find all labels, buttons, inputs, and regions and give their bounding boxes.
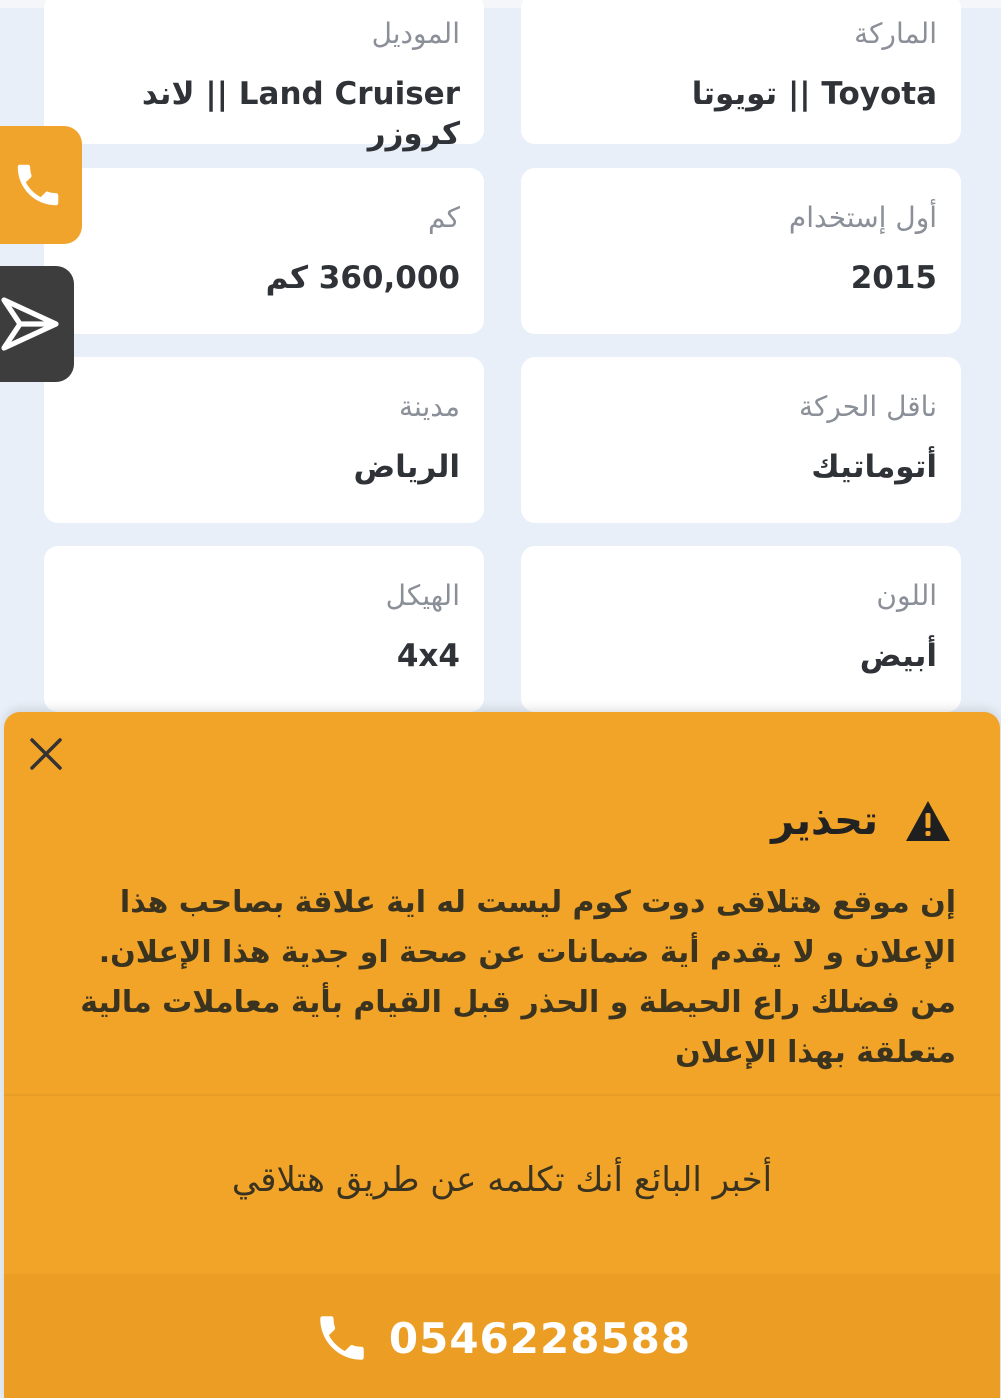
spec-label: ناقل الحركة bbox=[799, 390, 937, 423]
divider bbox=[4, 1094, 1000, 1096]
spec-label: أول إستخدام bbox=[788, 201, 937, 234]
spec-card-transmission bbox=[521, 357, 961, 523]
warning-message: إن موقع هتلاقى دوت كوم ليست له اية علاقة بصاحب هذا الإعلان و لا يقدم أية ضمانات عن صحة او جدية هذا الإعلان. من فضلك راع الحيطة و الحذر قبل القيام بأية معاملات مالية متعلقة بهذا الإعلان bbox=[80, 885, 956, 1070]
spec-label: الهيكل bbox=[385, 579, 460, 612]
call-seller-button[interactable] bbox=[4, 1274, 1000, 1398]
phone-icon bbox=[313, 1309, 371, 1367]
spec-label: الماركة bbox=[854, 17, 937, 50]
spec-card-city bbox=[44, 357, 484, 523]
warning-triangle-icon bbox=[904, 799, 952, 843]
spec-label: اللون bbox=[876, 579, 937, 612]
warning-sheet bbox=[4, 712, 1000, 1398]
phone-number: 0546228588 bbox=[388, 1313, 692, 1363]
phone-icon bbox=[11, 158, 65, 212]
share-float-button[interactable] bbox=[0, 266, 74, 382]
close-icon bbox=[26, 734, 66, 774]
spec-card-km bbox=[44, 168, 484, 334]
spec-value: الرياض bbox=[353, 449, 460, 485]
call-float-button[interactable] bbox=[0, 126, 82, 244]
spec-card-model bbox=[44, 0, 484, 152]
warning-title-text: تحذير bbox=[771, 798, 878, 844]
spec-value: Land Cruiser || لاند كروزر bbox=[141, 76, 460, 152]
spec-label: مدينة bbox=[399, 390, 460, 423]
spec-value: 2015 bbox=[850, 260, 937, 296]
tell-seller-note: أخبر البائع أنك تكلمه عن طريق هتلاقي bbox=[231, 1160, 773, 1200]
share-icon bbox=[0, 292, 64, 356]
close-button[interactable] bbox=[26, 734, 66, 774]
spec-value: أبيض bbox=[859, 638, 937, 674]
spec-card-brand bbox=[521, 0, 961, 144]
spec-card-color bbox=[521, 546, 961, 712]
spec-label: الموديل bbox=[371, 17, 460, 50]
spec-value: أتوماتيك bbox=[811, 449, 937, 485]
spec-label: كم bbox=[428, 201, 460, 234]
spec-value: Toyota || تويوتا bbox=[691, 76, 937, 112]
spec-card-body-type bbox=[44, 546, 484, 712]
spec-value: 360,000 كم bbox=[265, 260, 460, 296]
spec-card-first-use bbox=[521, 168, 961, 334]
warning-title bbox=[771, 798, 952, 844]
spec-value: 4x4 bbox=[396, 638, 460, 674]
